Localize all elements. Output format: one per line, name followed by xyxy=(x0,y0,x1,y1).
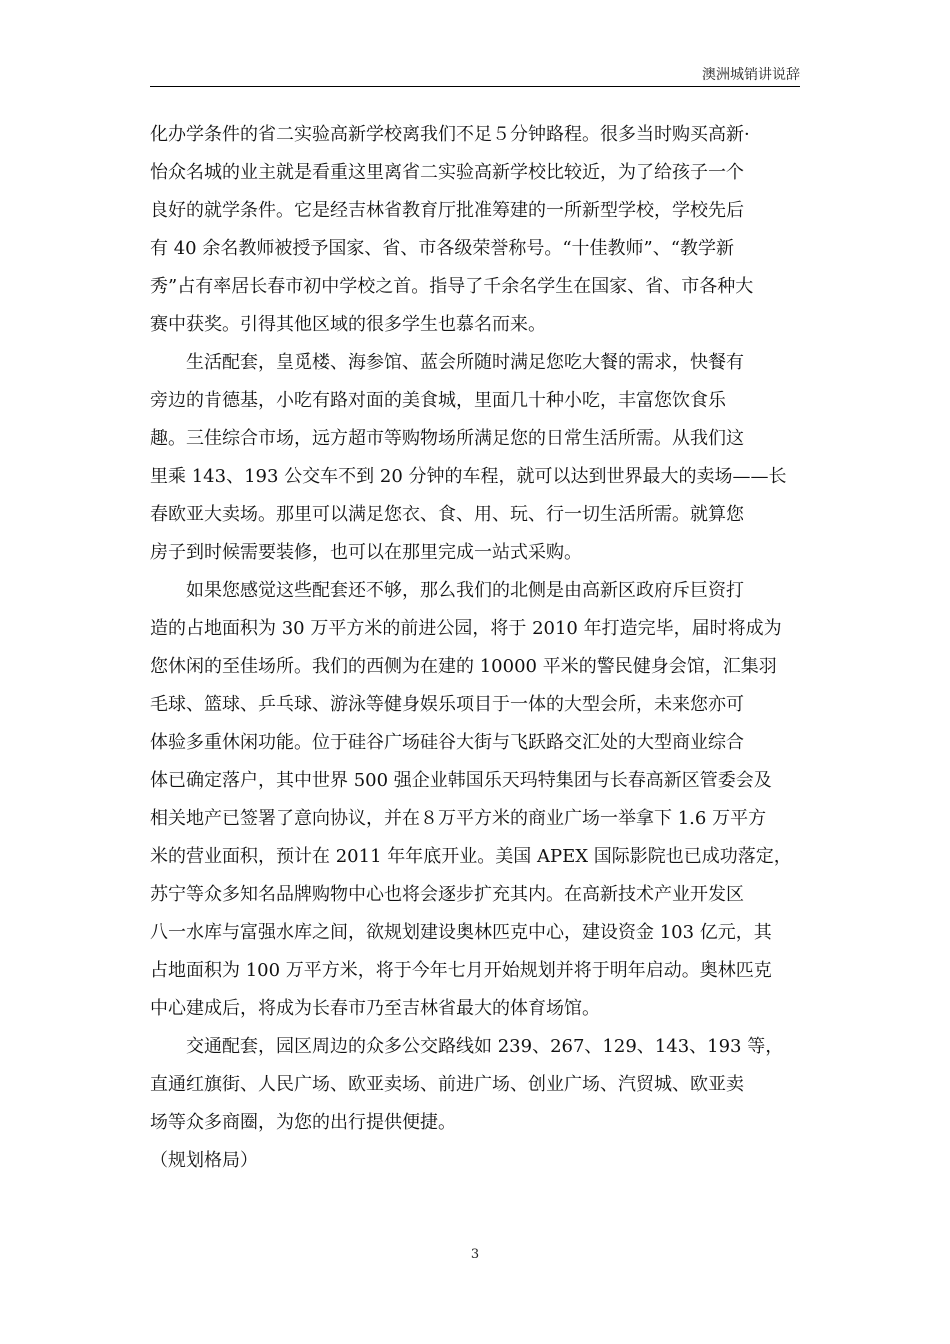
text-line: 化办学条件的省二实验高新学校离我们不足５分钟路程。很多当时购买高新· xyxy=(150,124,750,145)
text-line: 房子到时候需要装修，也可以在那里完成一站式采购。 xyxy=(150,542,582,563)
text-line: 占地面积为 100 万平方米，将于今年七月开始规划并将于明年启动。奥林匹克 xyxy=(150,960,772,981)
text-line: 交通配套，园区周边的众多公交路线如 239、267、129、143、193 等， xyxy=(186,1036,784,1057)
text-line: 造的占地面积为 30 万平方米的前进公园，将于 2010 年打造完毕，届时将成为 xyxy=(150,618,782,639)
text-line: 有 40 余名教师被授予国家、省、市各级荣誉称号。“十佳教师”、“教学新 xyxy=(150,238,734,259)
text-line: 八一水库与富强水库之间，欲规划建设奥林匹克中心，建设资金 103 亿元，其 xyxy=(150,922,772,943)
page-header-title: 澳洲城销讲说辞 xyxy=(702,67,800,83)
text-line: 直通红旗街、人民广场、欧亚卖场、前进广场、创业广场、汽贸城、欧亚卖 xyxy=(150,1074,744,1095)
text-line: 旁边的肯德基，小吃有路对面的美食城，里面几十种小吃，丰富您饮食乐 xyxy=(150,390,726,411)
text-line: 相关地产已签署了意向协议，并在８万平方米的商业广场一举拿下 1.6 万平方 xyxy=(150,808,767,829)
text-line: 里乘 143、193 公交车不到 20 分钟的车程，就可以达到世界最大的卖场——长 xyxy=(150,466,787,487)
text-line: 春欧亚大卖场。那里可以满足您衣、食、用、玩、行一切生活所需。就算您 xyxy=(150,504,744,525)
page-number: 3 xyxy=(470,1247,480,1262)
header-divider xyxy=(150,86,800,87)
text-line: 场等众多商圈，为您的出行提供便捷。 xyxy=(150,1112,456,1133)
text-line: 毛球、篮球、乒乓球、游泳等健身娱乐项目于一体的大型会所，未来您亦可 xyxy=(150,694,744,715)
text-line: 怡众名城的业主就是看重这里离省二实验高新学校比较近，为了给孩子一个 xyxy=(150,162,744,183)
text-line: 您休闲的至佳场所。我们的西侧为在建的 10000 平米的警民健身会馆，汇集羽 xyxy=(150,656,777,677)
text-line: 赛中获奖。引得其他区域的很多学生也慕名而来。 xyxy=(150,314,546,335)
text-line: 苏宁等众多知名品牌购物中心也将会逐步扩充其内。在高新技术产业开发区 xyxy=(150,884,744,905)
text-line: 中心建成后，将成为长春市乃至吉林省最大的体育场馆。 xyxy=(150,998,600,1019)
text-line: 体验多重休闲功能。位于硅谷广场硅谷大街与飞跃路交汇处的大型商业综合 xyxy=(150,732,744,753)
text-line: 体已确定落户，其中世界 500 强企业韩国乐天玛特集团与长春高新区管委会及 xyxy=(150,770,772,791)
text-line: 秀”占有率居长春市初中学校之首。指导了千余名学生在国家、省、市各种大 xyxy=(150,276,754,297)
text-line: 米的营业面积，预计在 2011 年年底开业。美国 APEX 国际影院也已成功落定， xyxy=(150,846,792,867)
text-line: （规划格局） xyxy=(150,1150,258,1171)
text-line: 趣。三佳综合市场，远方超市等购物场所满足您的日常生活所需。从我们这 xyxy=(150,428,744,449)
text-line: 良好的就学条件。它是经吉林省教育厅批准筹建的一所新型学校，学校先后 xyxy=(150,200,744,221)
text-line: 如果您感觉这些配套还不够，那么我们的北侧是由高新区政府斥巨资打 xyxy=(186,580,744,601)
document-body xyxy=(150,116,800,1180)
text-line: 生活配套，皇觅楼、海参馆、蓝会所随时满足您吃大餐的需求，快餐有 xyxy=(186,352,744,373)
